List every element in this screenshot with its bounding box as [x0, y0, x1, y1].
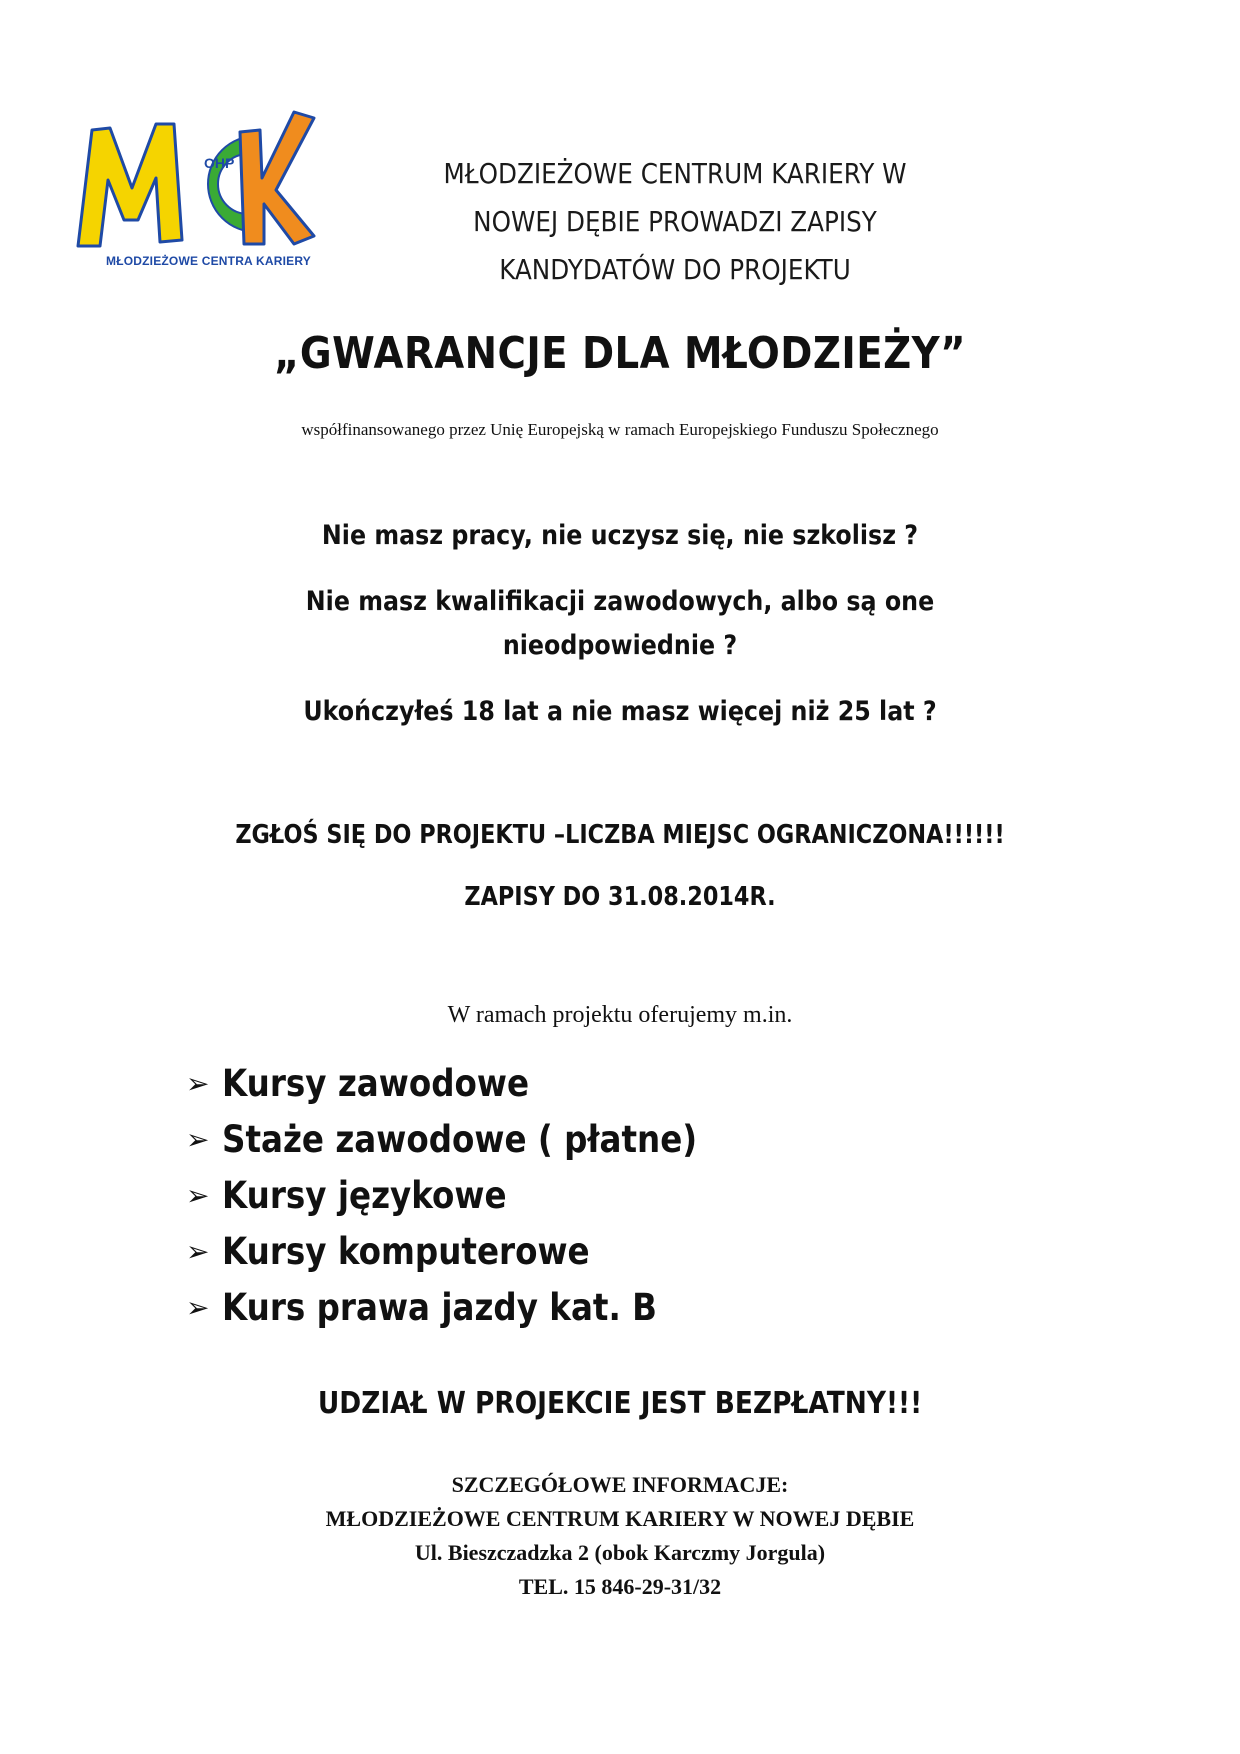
- question-2: Nie masz kwalifikacji zawodowych, albo są one: [305, 586, 935, 617]
- contact-organization: MŁODZIEŻOWE CENTRUM KARIERY W NOWEJ DĘBIE: [325, 1506, 915, 1531]
- offer-label: Kurs prawa jazdy kat. B: [222, 1285, 658, 1329]
- mck-logo: [70, 108, 370, 286]
- header-line: MŁODZIEŻOWE CENTRUM KARIERY W: [443, 157, 907, 190]
- offer-intro: W ramach projektu oferujemy m.in.: [447, 1002, 793, 1028]
- list-item: [186, 1111, 986, 1167]
- list-item: [186, 1223, 986, 1279]
- project-title: „GWARANCJE DLA MŁODZIEŻY”: [274, 328, 966, 379]
- signup-deadline: ZAPISY DO 31.08.2014R.: [464, 882, 776, 912]
- arrow-bullet-icon: ➢: [186, 1234, 210, 1268]
- logo-caption: MŁODZIEŻOWE CENTRA KARIERY: [106, 254, 311, 268]
- offer-label: Kursy językowe: [222, 1173, 507, 1217]
- contact-phone: TEL. 15 846-29-31/32: [518, 1574, 722, 1599]
- arrow-bullet-icon: ➢: [186, 1066, 210, 1100]
- question-3: Ukończyłeś 18 lat a nie masz więcej niż 25 lat ?: [303, 696, 937, 727]
- offer-label: Staże zawodowe ( płatne): [222, 1117, 698, 1161]
- signup-call: ZGŁOŚ SIĘ DO PROJEKTU –LICZBA MIEJSC OGRANICZONA!!!!!!: [235, 820, 1005, 850]
- list-item: [186, 1055, 986, 1111]
- arrow-bullet-icon: ➢: [186, 1290, 210, 1324]
- contact-address: Ul. Bieszczadzka 2 (obok Karczmy Jorgula): [414, 1540, 826, 1565]
- free-participation-note: UDZIAŁ W PROJEKCIE JEST BEZPŁATNY!!!: [317, 1386, 923, 1421]
- offer-label: Kursy komputerowe: [222, 1229, 590, 1273]
- offer-label: Kursy zawodowe: [222, 1061, 530, 1105]
- header-line: KANDYDATÓW DO PROJEKTU: [499, 253, 851, 286]
- contact-info: [0, 1468, 1240, 1604]
- contact-heading: SZCZEGÓŁOWE INFORMACJE:: [451, 1472, 789, 1497]
- cofinancing-note: współfinansowanego przez Unię Europejską w ramach Europejskiego Funduszu Społecznego: [301, 420, 939, 439]
- header-text: [424, 150, 926, 294]
- list-item: [186, 1279, 986, 1335]
- arrow-bullet-icon: ➢: [186, 1178, 210, 1212]
- logo-badge-text: OHP: [204, 155, 235, 171]
- arrow-bullet-icon: ➢: [186, 1122, 210, 1156]
- question-2-continued: nieodpowiednie ?: [502, 630, 738, 661]
- offers-list: [186, 1055, 986, 1335]
- header-line: NOWEJ DĘBIE PROWADZI ZAPISY: [473, 205, 877, 238]
- list-item: [186, 1167, 986, 1223]
- question-1: Nie masz pracy, nie uczysz się, nie szkolisz ?: [321, 520, 919, 551]
